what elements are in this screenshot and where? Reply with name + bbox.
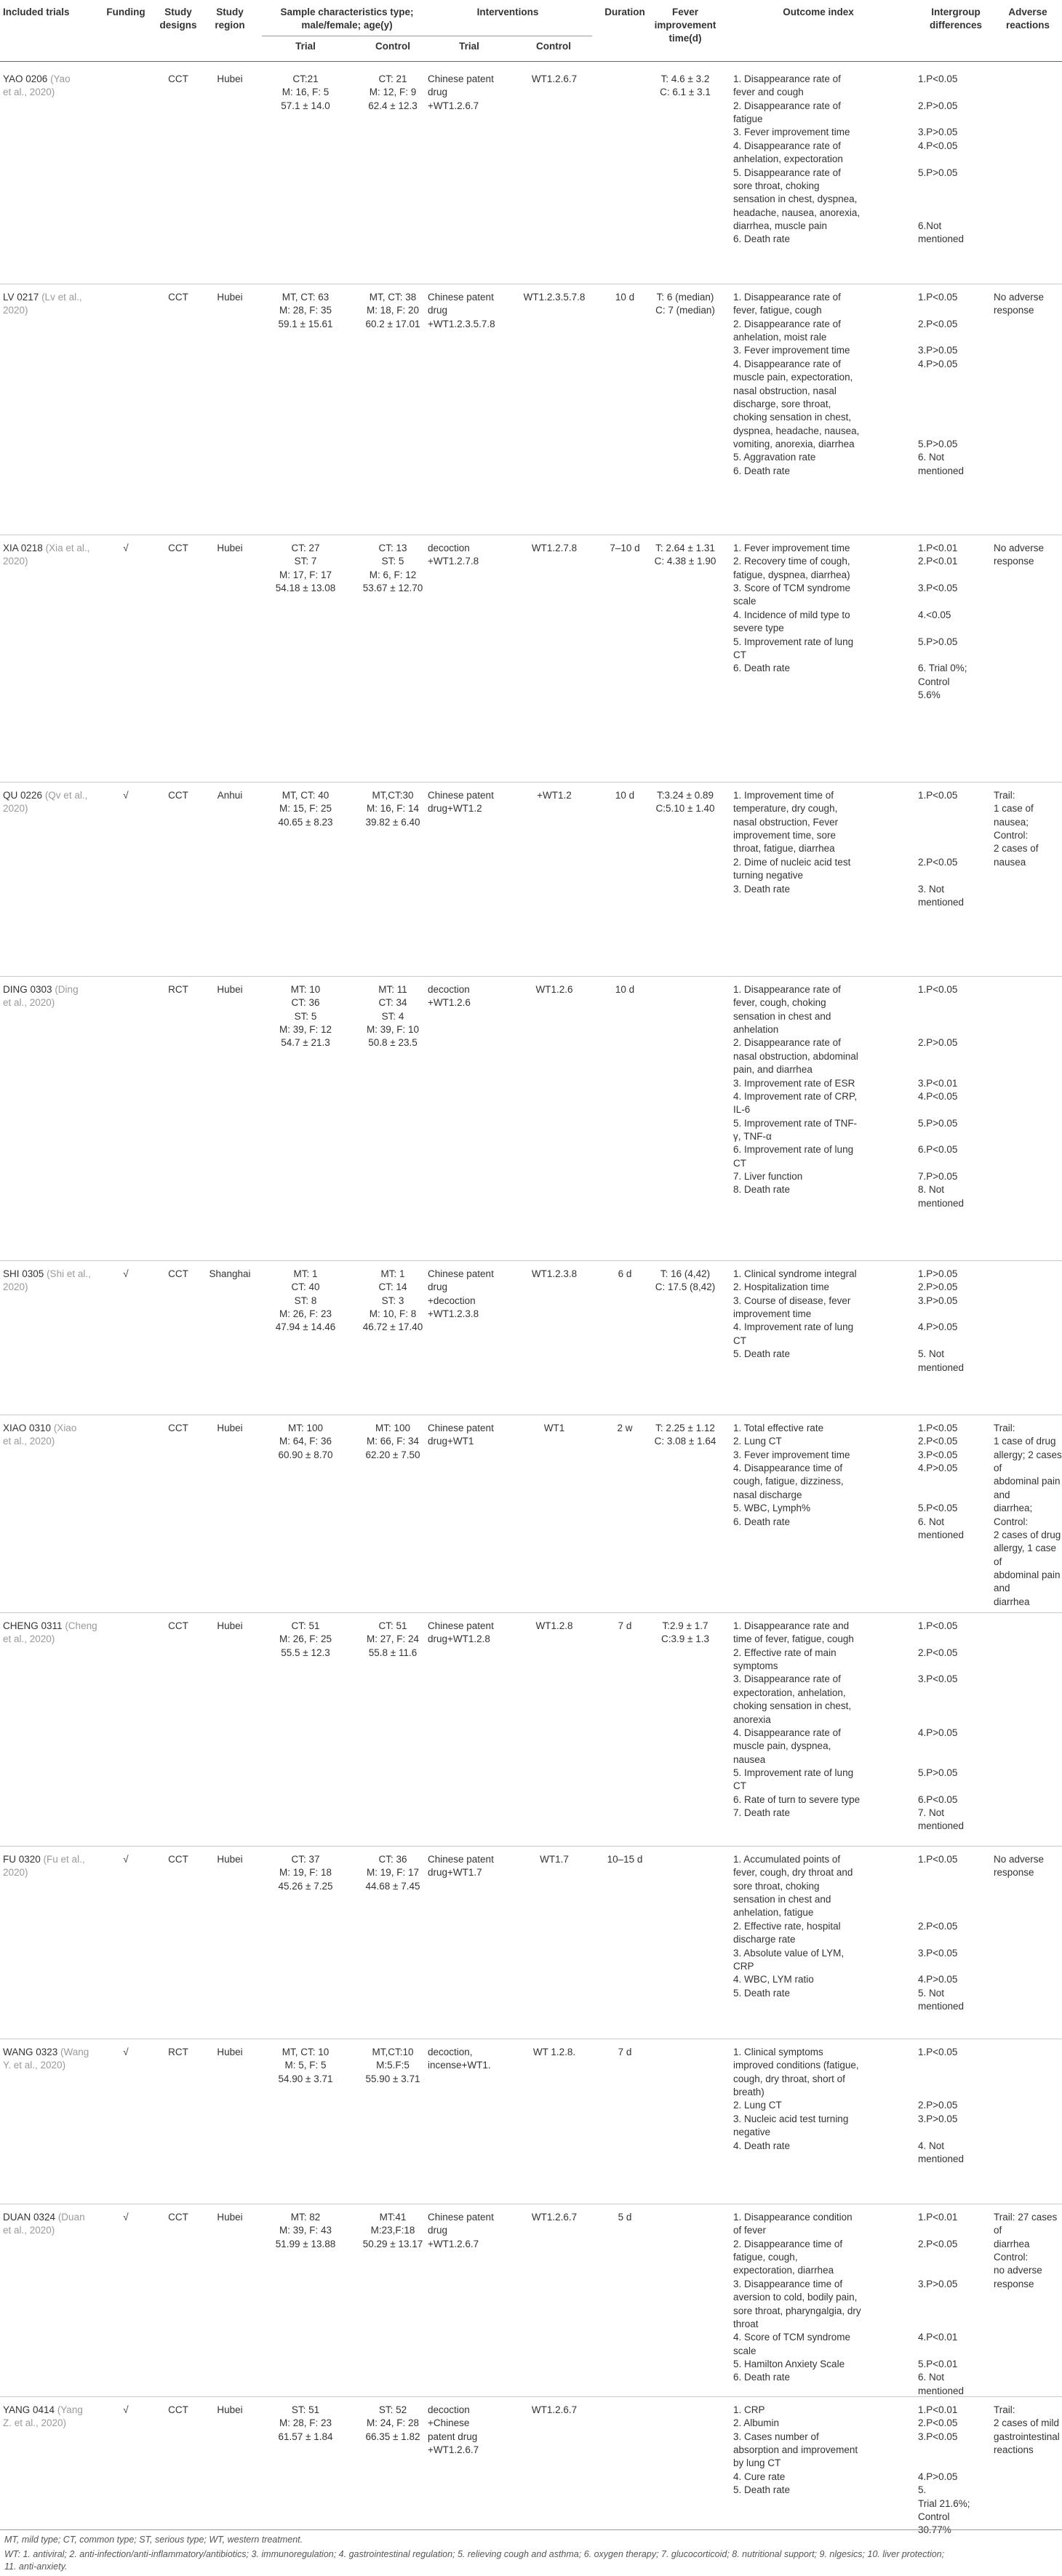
trial-id bbox=[3, 2404, 97, 2431]
int-control-cell: WT1.2.7.8 bbox=[531, 543, 578, 553]
trial-code: YANG 0414 bbox=[3, 2404, 55, 2415]
region-cell: Hubei bbox=[217, 292, 243, 303]
int-control-cell: WT1.2.6.7 bbox=[531, 2212, 578, 2223]
int-control-cell: WT1 bbox=[543, 1423, 565, 1433]
trial-id bbox=[3, 73, 97, 100]
intergroup-cell: 1.P>0.05 2.P>0.05 3.P>0.05 4.P>0.05 5. Not mentioned bbox=[918, 1268, 965, 1373]
sample-trial-cell: CT:21 M: 16, F: 5 57.1 ± 14.0 bbox=[281, 73, 330, 111]
sample-control-cell: CT: 36 M: 19, F: 17 44.68 ± 7.45 bbox=[365, 1854, 420, 1892]
int-trial-cell: Chinese patent drug +decoction +WT1.2.3.8 bbox=[428, 1268, 494, 1320]
design-cell: CCT bbox=[168, 790, 188, 801]
duration-cell: 10 d bbox=[615, 984, 635, 995]
sample-control-cell: MT: 1 CT: 14 ST: 3 M: 10, F: 8 46.72 ± 17.40 bbox=[362, 1268, 423, 1333]
trial-id bbox=[3, 789, 97, 816]
int-trial-cell: Chinese patent drug+WT1.2 bbox=[428, 790, 494, 815]
duration-cell: 6 d bbox=[618, 1268, 632, 1279]
int-trial-cell: Chinese patent drug+WT1.7 bbox=[428, 1854, 494, 1879]
intergroup-cell: 1.P<0.01 2.P<0.05 3.P>0.05 4.P<0.01 5.P<0.01 6. Not mentioned bbox=[918, 2212, 965, 2396]
intergroup-cell: 1.P<0.05 2.P<0.05 3. Not mentioned bbox=[918, 790, 965, 908]
adverse-cell: No adverse response bbox=[994, 1854, 1045, 1879]
region-cell: Hubei bbox=[217, 984, 243, 995]
int-trial-cell: Chinese patent drug+WT1 bbox=[428, 1423, 494, 1447]
sample-control-cell: MT,CT:10 M:5.F:5 55.90 ± 3.71 bbox=[365, 2047, 420, 2084]
int-trial-cell: Chinese patent drug +WT1.2.6.7 bbox=[428, 2212, 494, 2249]
intergroup-cell: 1.P<0.05 2.P>0.05 3.P>0.05 4. Not mentioned bbox=[918, 2047, 965, 2164]
adverse-cell: Trail: 2 cases of mild gastrointestinal reactions bbox=[994, 2404, 1060, 2456]
sample-control-cell: MT:41 M:23,F:18 50.29 ± 13.17 bbox=[362, 2212, 423, 2249]
header-sample-trial: Trial bbox=[295, 41, 316, 52]
citation-link[interactable]: (Yao et al., 2020) bbox=[3, 73, 71, 98]
adverse-cell: No adverse response bbox=[994, 543, 1045, 567]
duration-cell: 5 d bbox=[618, 2212, 632, 2223]
row-divider bbox=[0, 1846, 1062, 1847]
trial-code: QU 0226 bbox=[3, 790, 43, 801]
int-control-cell: WT1.2.8 bbox=[535, 1620, 573, 1631]
citation-link[interactable]: (Cheng et al., 2020) bbox=[3, 1620, 97, 1645]
intergroup-cell: 1.P<0.05 2.P<0.05 3.P<0.05 4.P>0.05 5.P>0.05 6.P<0.05 7. Not mentioned bbox=[918, 1620, 965, 1832]
region-cell: Hubei bbox=[217, 2047, 243, 2057]
region-cell: Hubei bbox=[217, 2212, 243, 2223]
adverse-cell: Trail: 1 case of drug allergy; 2 cases of abdominal pain and diarrhea; Control: 2 cases of drug allergy, 1 case of abdominal pain and diarrhea bbox=[994, 1423, 1062, 1607]
citation-link[interactable]: (Xia et al., 2020) bbox=[3, 543, 90, 567]
design-cell: CCT bbox=[168, 292, 188, 303]
region-cell: Shanghai bbox=[209, 1268, 251, 1279]
sample-trial-cell: MT, CT: 40 M: 15, F: 25 40.65 ± 8.23 bbox=[278, 790, 333, 828]
sample-control-cell: MT,CT:30 M: 16, F: 14 39.82 ± 6.40 bbox=[365, 790, 420, 828]
trial-code: SHI 0305 bbox=[3, 1268, 44, 1279]
sample-trial-cell: MT: 1 CT: 40 ST: 8 M: 26, F: 23 47.94 ± 14.46 bbox=[275, 1268, 336, 1333]
citation-link[interactable]: (Yang Z. et al., 2020) bbox=[3, 2404, 83, 2429]
adverse-cell: No adverse response bbox=[994, 292, 1045, 316]
trial-code: DUAN 0324 bbox=[3, 2212, 56, 2223]
design-cell: CCT bbox=[168, 1423, 188, 1433]
fever-cell: T:2.9 ± 1.7 C:3.9 ± 1.3 bbox=[661, 1620, 709, 1645]
region-cell: Hubei bbox=[217, 543, 243, 553]
int-control-cell: WT1.2.3.5.7.8 bbox=[523, 292, 586, 303]
funding-cell: √ bbox=[123, 543, 129, 553]
outcome-cell: 1. Improvement time of temperature, dry cough, nasal obstruction, Fever improvement time, sore throat, fatigue, diarrhea 2. Dime of nucleic acid test turning negative 3. Death rate bbox=[733, 790, 851, 895]
citation-link[interactable]: (Shi et al., 2020) bbox=[3, 1268, 91, 1293]
sample-trial-cell: ST: 51 M: 28, F: 23 61.57 ± 1.84 bbox=[278, 2404, 333, 2442]
int-trial-cell: decoction, incense+WT1. bbox=[428, 2047, 491, 2071]
citation-link[interactable]: (Xiao et al., 2020) bbox=[3, 1423, 77, 1447]
header-sample-control: Control bbox=[375, 41, 410, 52]
fever-cell: T: 16 (4,42) C: 17.5 (8,42) bbox=[655, 1268, 716, 1293]
intergroup-cell: 1.P<0.05 2.P<0.05 3.P>0.05 4.P>0.05 5.P>0.05 6. Not mentioned bbox=[918, 292, 965, 476]
header-duration: Duration bbox=[604, 7, 645, 17]
intergroup-cell: 1.P<0.05 2.P<0.05 3.P<0.05 4.P>0.05 5.P<0.05 6. Not mentioned bbox=[918, 1423, 965, 1540]
sample-trial-cell: CT: 27 ST: 7 M: 17, F: 17 54.18 ± 13.08 bbox=[275, 543, 336, 594]
sample-trial-cell: MT: 10 CT: 36 ST: 5 M: 39, F: 12 54.7 ± 21.3 bbox=[279, 984, 332, 1049]
header-sample-characteristics: Sample characteristics type; male/female; age(y) bbox=[280, 7, 414, 31]
design-cell: RCT bbox=[168, 984, 188, 995]
trial-id bbox=[3, 1620, 97, 1647]
duration-cell: 7 d bbox=[618, 2047, 632, 2057]
int-control-cell: WT1.2.3.8 bbox=[531, 1268, 578, 1279]
outcome-cell: 1. Fever improvement time 2. Recovery time of cough, fatigue, dyspnea, diarrhea) 3. Score of TCM syndrome scale 4. Incidence of mild type to severe type 5. Improvement rate of lung CT 6. Death rate bbox=[733, 543, 854, 674]
trial-code: YAO 0206 bbox=[3, 73, 48, 84]
fever-cell: T: 2.64 ± 1.31 C: 4.38 ± 1.90 bbox=[654, 543, 716, 567]
int-control-cell: WT 1.2.8. bbox=[532, 2047, 576, 2057]
sample-control-cell: MT: 100 M: 66, F: 34 62.20 ± 7.50 bbox=[365, 1423, 420, 1460]
footnote-western-treatment: WT: 1. antiviral; 2. anti-infection/anti-inflammatory/antibiotics; 3. immunoregulation; 4. gastrointestinal regulation; 5. relieving cough and asthma; 6. oxygen therapy; 7. glucocorticoid; 8. nutritional support; 9. nlgesics; 10. liver protection; 11. anti-anxiety. bbox=[4, 2549, 945, 2572]
int-trial-cell: decoction +Chinese patent drug +WT1.2.6.7 bbox=[428, 2404, 479, 2456]
sample-trial-cell: CT: 37 M: 19, F: 18 45.26 ± 7.25 bbox=[278, 1854, 333, 1892]
trial-code: LV 0217 bbox=[3, 292, 39, 303]
sample-control-cell: MT, CT: 38 M: 18, F: 20 60.2 ± 17.01 bbox=[365, 292, 420, 329]
header-funding: Funding bbox=[106, 7, 145, 17]
intergroup-cell: 1.P<0.05 2.P>0.05 3.P<0.01 4.P<0.05 5.P>0.05 6.P<0.05 7.P>0.05 8. Not mentioned bbox=[918, 984, 965, 1209]
int-control-cell: WT1.7 bbox=[540, 1854, 569, 1865]
intergroup-cell: 1.P<0.01 2.P<0.01 3.P<0.05 4.<0.05 5.P>0.05 6. Trial 0%; Control 5.6% bbox=[918, 543, 967, 700]
sample-control-cell: CT: 51 M: 27, F: 24 55.8 ± 11.6 bbox=[366, 1620, 420, 1658]
region-cell: Anhui bbox=[217, 790, 243, 801]
header-int-control: Control bbox=[536, 41, 571, 52]
citation-link[interactable]: (Duan et al., 2020) bbox=[3, 2212, 85, 2236]
region-cell: Hubei bbox=[217, 1620, 243, 1631]
outcome-cell: 1. Disappearance rate of fever, fatigue, cough 2. Disappearance rate of anhelation, moist rale 3. Fever improvement time 4. Disappearance rate of muscle pain, expectoration, nasal obstruction, nasal discharge, sore throat, choking sensation in chest, dyspnea, headache, nausea, vomiting, anorexia, diarrhea 5. Aggravation rate 6. Death rate bbox=[733, 292, 860, 476]
sample-trial-cell: CT: 51 M: 26, F: 25 55.5 ± 12.3 bbox=[279, 1620, 332, 1658]
sample-trial-cell: MT: 100 M: 64, F: 36 60.90 ± 8.70 bbox=[278, 1423, 333, 1460]
trial-id bbox=[3, 2211, 97, 2238]
header-outcome-index: Outcome index bbox=[783, 7, 854, 17]
funding-cell: √ bbox=[123, 2047, 129, 2057]
trial-id bbox=[3, 2046, 97, 2073]
int-trial-cell: Chinese patent drug +WT1.2.3.5.7.8 bbox=[428, 292, 495, 329]
citation-link[interactable]: (Ding et al., 2020) bbox=[3, 984, 79, 1009]
funding-cell: √ bbox=[123, 790, 129, 801]
int-control-cell: WT1.2.6 bbox=[535, 984, 573, 995]
trial-id bbox=[3, 1268, 97, 1295]
funding-cell: √ bbox=[123, 1268, 129, 1279]
design-cell: RCT bbox=[168, 2047, 188, 2057]
sample-trial-cell: MT, CT: 10 M: 5, F: 5 54.90 ± 3.71 bbox=[278, 2047, 333, 2084]
header-interventions: Interventions bbox=[476, 7, 539, 17]
trial-code: CHENG 0311 bbox=[3, 1620, 63, 1631]
footer-rule bbox=[0, 2529, 1062, 2530]
adverse-cell: Trail: 27 cases of diarrhea Control: no adverse response bbox=[994, 2212, 1058, 2289]
duration-cell: 10 d bbox=[615, 292, 635, 303]
sample-control-cell: CT: 21 M: 12, F: 9 62.4 ± 12.3 bbox=[368, 73, 418, 111]
trial-id bbox=[3, 291, 97, 318]
design-cell: CCT bbox=[168, 1268, 188, 1279]
int-trial-cell: Chinese patent drug+WT1.2.8 bbox=[428, 1620, 494, 1645]
fever-cell: T: 2.25 ± 1.12 C: 3.08 ± 1.64 bbox=[654, 1423, 716, 1447]
header-study-designs: Study designs bbox=[159, 7, 197, 31]
outcome-cell: 1. CRP 2. Albumin 3. Cases number of absorption and improvement by lung CT 4. Cure rate 5. Death rate bbox=[733, 2404, 858, 2496]
trial-id bbox=[3, 542, 97, 569]
region-cell: Hubei bbox=[217, 1854, 243, 1865]
intergroup-cell: 1.P<0.01 2.P<0.05 3.P<0.05 4.P>0.05 5. Trial 21.6%; Control 30.77% bbox=[918, 2404, 970, 2536]
footnote-abbreviations: MT, mild type; CT, common type; ST, serious type; WT, western treatment. bbox=[4, 2535, 303, 2545]
duration-cell: 10–15 d bbox=[607, 1854, 643, 1865]
duration-cell: 7 d bbox=[618, 1620, 632, 1631]
header-adverse-reactions: Adverse reactions bbox=[1005, 7, 1050, 31]
trial-code: FU 0320 bbox=[3, 1854, 41, 1865]
trial-id bbox=[3, 983, 97, 1010]
row-divider bbox=[0, 1612, 1062, 1613]
outcome-cell: 1. Clinical symptoms improved conditions (fatigue, cough, dry throat, short of breath) 2. Lung CT 3. Nucleic acid test turning negative 4. Death rate bbox=[733, 2047, 859, 2151]
outcome-cell: 1. Disappearance rate of fever and cough 2. Disappearance rate of fatigue 3. Fever improvement time 4. Disappearance rate of anhelation, expectoration 5. Disappearance rate of sore throat, choking sensation in chest, dyspnea, headache, nausea, anorexia, diarrhea, muscle pain 6. Death rate bbox=[733, 73, 861, 245]
design-cell: CCT bbox=[168, 73, 188, 84]
int-trial-cell: Chinese patent drug +WT1.2.6.7 bbox=[428, 73, 494, 111]
int-control-cell: +WT1.2 bbox=[537, 790, 572, 801]
intergroup-cell: 1.P<0.05 2.P<0.05 3.P<0.05 4.P>0.05 5. Not mentioned bbox=[918, 1854, 965, 2012]
citation-link[interactable]: (Lv et al., 2020) bbox=[3, 292, 82, 316]
duration-cell: 7–10 d bbox=[610, 543, 640, 553]
header-fever-improvement: Fever improvement time(d) bbox=[654, 7, 716, 44]
header-included-trials: Included trials bbox=[3, 7, 70, 17]
sample-trial-cell: MT, CT: 63 M: 28, F: 35 59.1 ± 15.61 bbox=[278, 292, 333, 329]
region-cell: Hubei bbox=[217, 2404, 243, 2415]
region-cell: Hubei bbox=[217, 73, 243, 84]
intergroup-cell: 1.P<0.05 2.P>0.05 3.P>0.05 4.P<0.05 5.P>0.05 6.Not mentioned bbox=[918, 73, 965, 245]
funding-cell: √ bbox=[123, 2404, 129, 2415]
funding-cell: √ bbox=[123, 2212, 129, 2223]
row-divider bbox=[0, 976, 1062, 977]
trial-id bbox=[3, 1422, 97, 1449]
design-cell: CCT bbox=[168, 543, 188, 553]
int-trial-cell: decoction +WT1.2.7.8 bbox=[428, 543, 479, 567]
trial-code: WANG 0323 bbox=[3, 2047, 58, 2057]
trial-id bbox=[3, 1853, 97, 1880]
row-divider bbox=[0, 1260, 1062, 1261]
design-cell: CCT bbox=[168, 1854, 188, 1865]
fever-cell: T: 6 (median) C: 7 (median) bbox=[655, 292, 715, 316]
citation-link[interactable]: (Wang Y. et al., 2020) bbox=[3, 2047, 89, 2071]
row-divider bbox=[0, 2396, 1062, 2397]
design-cell: CCT bbox=[168, 1620, 188, 1631]
row-divider bbox=[0, 782, 1062, 783]
sample-control-cell: CT: 13 ST: 5 M: 6, F: 12 53.67 ± 12.70 bbox=[362, 543, 423, 594]
citation-link[interactable]: (Fu et al., 2020) bbox=[3, 1854, 85, 1879]
int-trial-cell: decoction +WT1.2.6 bbox=[428, 984, 471, 1009]
outcome-cell: 1. Accumulated points of fever, cough, dry throat and sore throat, choking sensation in chest and anhelation, fatigue 2. Effective rate, hospital discharge rate 3. Absolute value of LYM, CRP 4. WBC, LYM ratio 5. Death rate bbox=[733, 1854, 853, 1999]
design-cell: CCT bbox=[168, 2404, 188, 2415]
header-intergroup-differences: Intergroup differences bbox=[929, 7, 983, 31]
citation-link[interactable]: (Qv et al., 2020) bbox=[3, 790, 88, 815]
trial-code: XIAO 0310 bbox=[3, 1423, 52, 1433]
outcome-cell: 1. Clinical syndrome integral 2. Hospitalization time 3. Course of disease, fever improvement time 4. Improvement rate of lung CT 5. Death rate bbox=[733, 1268, 857, 1360]
trial-code: DING 0303 bbox=[3, 984, 52, 995]
header-study-region: Study region bbox=[215, 7, 245, 31]
header-int-trial: Trial bbox=[459, 41, 479, 52]
duration-cell: 10 d bbox=[615, 790, 635, 801]
region-cell: Hubei bbox=[217, 1423, 243, 1433]
sample-trial-cell: MT: 82 M: 39, F: 43 51.99 ± 13.88 bbox=[275, 2212, 336, 2249]
sample-control-cell: MT: 11 CT: 34 ST: 4 M: 39, F: 10 50.8 ± 23.5 bbox=[366, 984, 420, 1049]
int-control-cell: WT1.2.6.7 bbox=[531, 73, 578, 84]
fever-cell: T:3.24 ± 0.89 C:5.10 ± 1.40 bbox=[655, 790, 715, 815]
funding-cell: √ bbox=[123, 1854, 129, 1865]
int-control-cell: WT1.2.6.7 bbox=[531, 2404, 578, 2415]
outcome-cell: 1. Total effective rate 2. Lung CT 3. Fever improvement time 4. Disappearance time of cough, fatigue, dizziness, nasal discharge 5. WBC, Lymph% 6. Death rate bbox=[733, 1423, 850, 1527]
adverse-cell: Trail: 1 case of nausea; Control: 2 cases of nausea bbox=[994, 790, 1039, 868]
sample-control-cell: ST: 52 M: 24, F: 28 66.35 ± 1.82 bbox=[365, 2404, 420, 2442]
outcome-cell: 1. Disappearance rate and time of fever, fatigue, cough 2. Effective rate of main symptoms 3. Disappearance rate of expectoration, anhelation, choking sensation in chest, anorexia 4. Disappearance rate of muscle pain, dyspnea, nausea 5. Improvement rate of lung CT 6. Rate of turn to severe type 7. Death rate bbox=[733, 1620, 861, 1819]
trial-code: XIA 0218 bbox=[3, 543, 43, 553]
duration-cell: 2 w bbox=[617, 1423, 633, 1433]
fever-cell: T: 4.6 ± 3.2 C: 6.1 ± 3.1 bbox=[660, 73, 711, 98]
design-cell: CCT bbox=[168, 2212, 188, 2223]
header-bottom-rule bbox=[0, 61, 1062, 62]
outcome-cell: 1. Disappearance rate of fever, cough, choking sensation in chest and anhelation 2. Disappearance rate of nasal obstruction, abdominal pain, and diarrhea 3. Improvement rate of ESR 4. Improvement rate of CRP, IL-6 5. Improvement rate of TNF- γ, TNF-α 6. Improvement rate of lung CT 7. Liver function 8. Death rate bbox=[733, 984, 858, 1196]
outcome-cell: 1. Disappearance condition of fever 2. Disappearance time of fatigue, cough, expectoration, diarrhea 3. Disappearance time of aversion to cold, bodily pain, sore throat, pharyngalgia, dry throat 4. Score of TCM syndrome scale 5. Hamilton Anxiety Scale 6. Death rate bbox=[733, 2212, 861, 2383]
